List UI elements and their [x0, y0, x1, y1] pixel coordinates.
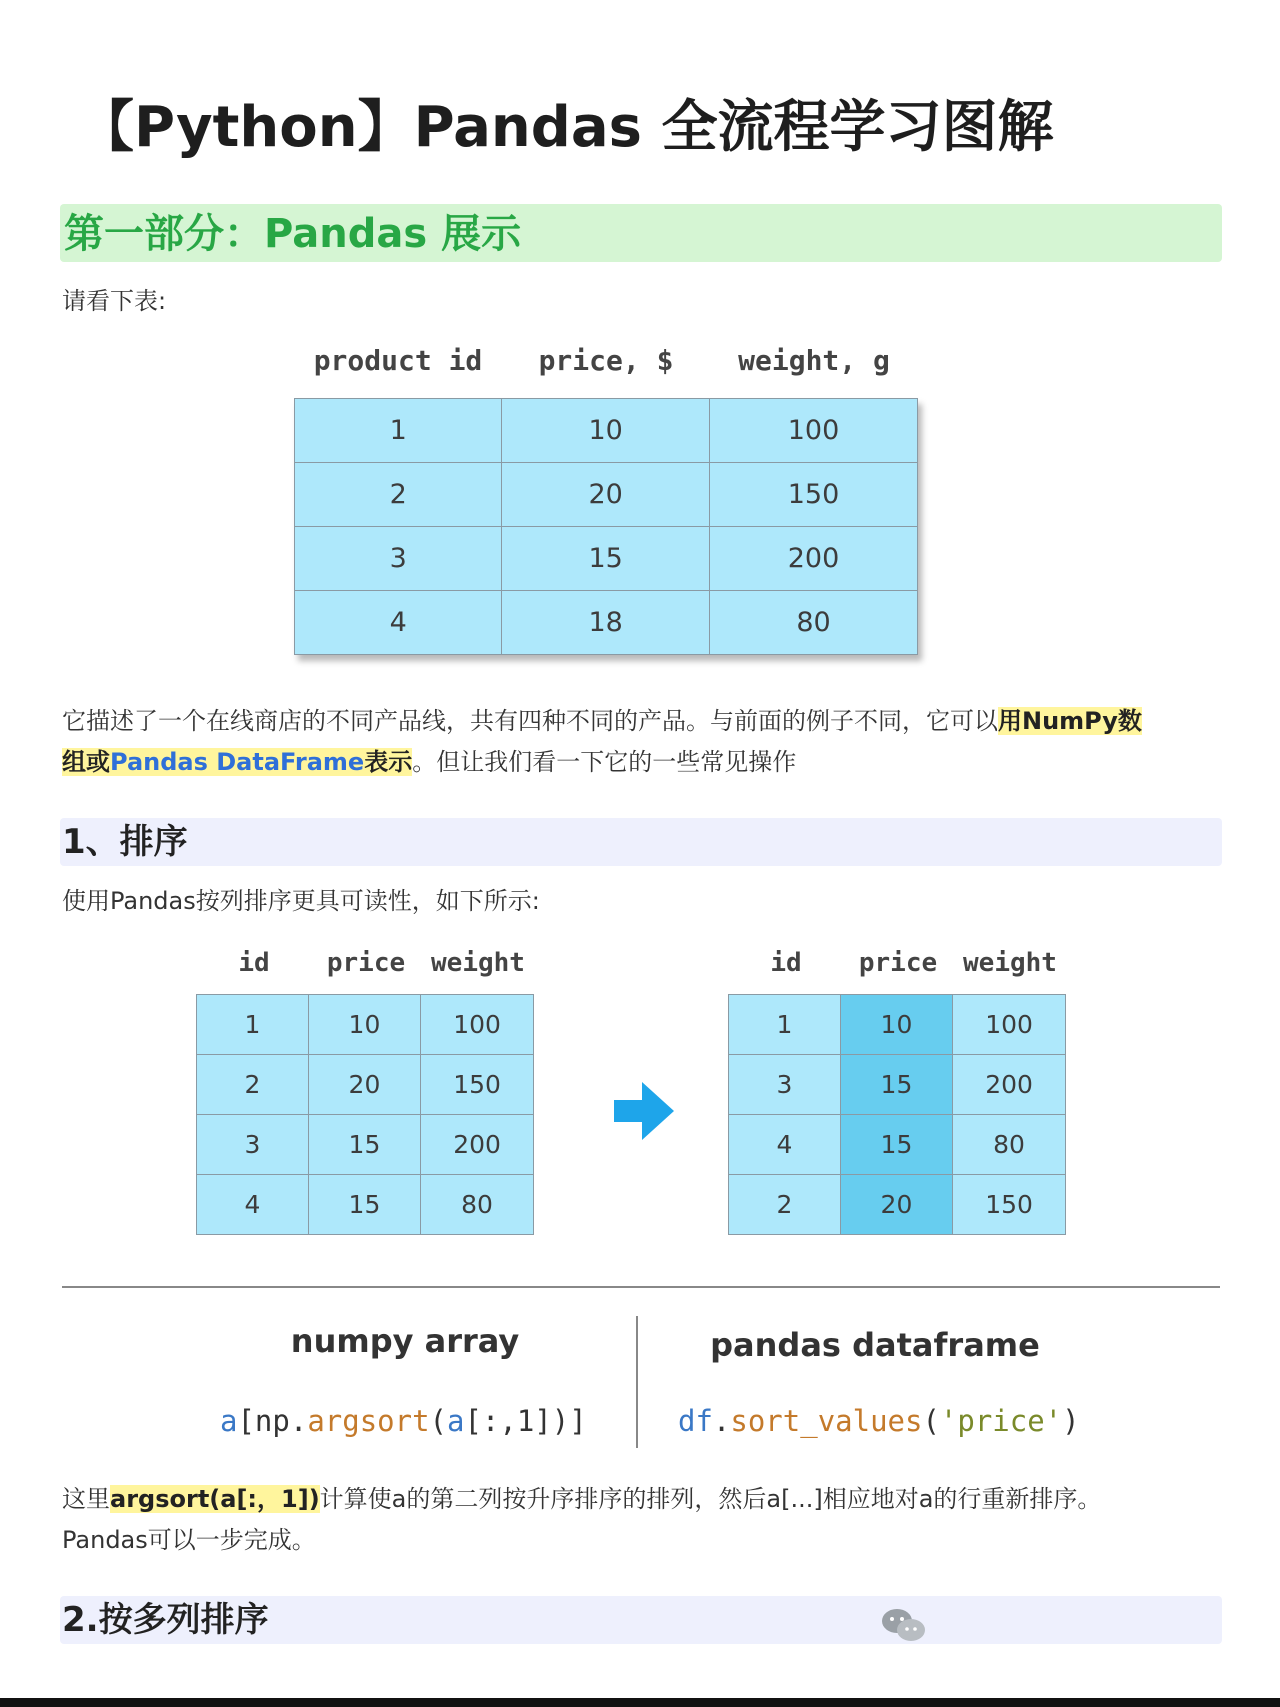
table-cell: 2: [197, 1055, 309, 1115]
table-cell: 3: [197, 1115, 309, 1175]
code-token: a: [220, 1404, 238, 1438]
code-token: sort_values: [730, 1404, 923, 1438]
table-row: [729, 995, 1066, 1055]
section-title: 第一部分：Pandas 展示: [64, 211, 522, 257]
pandas-dataframe-title: pandas dataframe: [710, 1326, 1040, 1364]
heading-multi-sort: 2.按多列排序: [62, 1600, 269, 1640]
table-row: [197, 995, 534, 1055]
heading-sorting: 1、排序: [62, 822, 188, 862]
right-header-id: id: [770, 948, 802, 978]
intro-text: 请看下表:: [62, 287, 167, 315]
table-row: [729, 1055, 1066, 1115]
table-cell: 10: [308, 995, 420, 1055]
page-title: 【Python】Pandas 全流程学习图解: [78, 95, 1054, 160]
table-cell: 80: [421, 1175, 534, 1235]
sorted-price-cell: 10: [840, 995, 952, 1055]
big-header-product-id: product id: [313, 344, 483, 377]
table-row: [197, 1115, 534, 1175]
table-cell: 20: [502, 463, 710, 527]
explain-text: 计算使a的第二列按升序排序的排列，然后a[...]相应地对a的行重新排序。: [319, 1485, 1102, 1513]
big-table-headers: [294, 344, 920, 394]
big-header-weight: weight, g: [738, 344, 890, 377]
sorted-price-cell: 15: [840, 1055, 952, 1115]
table-cell: 100: [953, 995, 1066, 1055]
table-cell: 10: [502, 399, 710, 463]
table-cell: 80: [953, 1115, 1066, 1175]
table-cell: 200: [709, 527, 917, 591]
table-cell: 18: [502, 591, 710, 655]
product-table: [294, 398, 918, 655]
code-token: argsort: [307, 1404, 430, 1438]
table-cell: 3: [295, 527, 502, 591]
table-row: [295, 463, 918, 527]
code-token: df: [678, 1404, 713, 1438]
description-highlight: 用NumPy数: [998, 707, 1142, 735]
right-arrow-icon: [612, 1080, 676, 1142]
table-row: [197, 1055, 534, 1115]
code-token: [np.: [237, 1404, 308, 1438]
table-row: [295, 399, 918, 463]
description-highlight: 表示: [364, 748, 413, 776]
table-row: [729, 1175, 1066, 1235]
table-row: [295, 591, 918, 655]
table-row: [729, 1115, 1066, 1175]
table-cell: 200: [953, 1055, 1066, 1115]
sorted-price-cell: 15: [840, 1115, 952, 1175]
description-text: 。但让我们看一下它的一些常见操作: [412, 748, 797, 776]
code-token: ): [1062, 1404, 1080, 1438]
right-header-price: price: [858, 948, 938, 978]
heading-band-sorting: [60, 818, 1222, 866]
wechat-icon: [880, 1606, 928, 1646]
description-line-1: [62, 700, 1142, 742]
table-row: [197, 1175, 534, 1235]
table-cell: 20: [308, 1055, 420, 1115]
pandas-code: [678, 1404, 1080, 1438]
description-highlight: 组或: [62, 748, 110, 776]
left-header-price: price: [326, 948, 406, 978]
table-cell: 3: [729, 1055, 841, 1115]
table-cell: 4: [295, 591, 502, 655]
code-token: .: [712, 1404, 731, 1438]
code-token: (: [429, 1404, 447, 1438]
sorted-table: [728, 994, 1066, 1235]
vertical-divider: [636, 1316, 638, 1448]
big-header-price: price, $: [538, 344, 674, 377]
explain-text: 这里: [62, 1485, 110, 1513]
table-cell: 100: [421, 995, 534, 1055]
table-cell: 150: [709, 463, 917, 527]
table-cell: 150: [953, 1175, 1066, 1235]
sorting-intro: 使用Pandas按列排序更具可读性，如下所示:: [62, 887, 540, 915]
table-cell: 1: [197, 995, 309, 1055]
explain-highlight: argsort(a[:，1]): [110, 1485, 320, 1513]
table-cell: 4: [197, 1175, 309, 1235]
table-cell: 1: [295, 399, 502, 463]
code-token: [:,1])]: [464, 1404, 587, 1438]
sorted-price-cell: 20: [840, 1175, 952, 1235]
table-cell: 15: [308, 1175, 420, 1235]
table-cell: 150: [421, 1055, 534, 1115]
code-token: a: [447, 1404, 465, 1438]
table-cell: 15: [308, 1115, 420, 1175]
description-highlight-blue: Pandas DataFrame: [110, 748, 365, 776]
left-header-id: id: [238, 948, 270, 978]
unsorted-table: [196, 994, 534, 1235]
table-cell: 200: [421, 1115, 534, 1175]
description-text: 它描述了一个在线商店的不同产品线，共有四种不同的产品。与前面的例子不同，它可以: [62, 707, 998, 735]
description-line-2: [62, 741, 796, 783]
code-token: (: [922, 1404, 940, 1438]
bottom-bar: [0, 1698, 1280, 1707]
horizontal-divider: [62, 1286, 1220, 1288]
explain-line-1: [62, 1478, 1101, 1520]
code-token: 'price': [939, 1404, 1063, 1438]
table-cell: 80: [709, 591, 917, 655]
table-cell: 4: [729, 1115, 841, 1175]
right-header-weight: weight: [963, 948, 1057, 978]
table-cell: 2: [729, 1175, 841, 1235]
table-cell: 2: [295, 463, 502, 527]
table-row: [295, 527, 918, 591]
left-header-weight: weight: [431, 948, 525, 978]
numpy-code: [220, 1404, 587, 1438]
table-cell: 100: [709, 399, 917, 463]
explain-line-2: Pandas可以一步完成。: [62, 1526, 316, 1554]
table-cell: 1: [729, 995, 841, 1055]
table-cell: 15: [502, 527, 710, 591]
numpy-array-title: numpy array: [290, 1322, 520, 1360]
